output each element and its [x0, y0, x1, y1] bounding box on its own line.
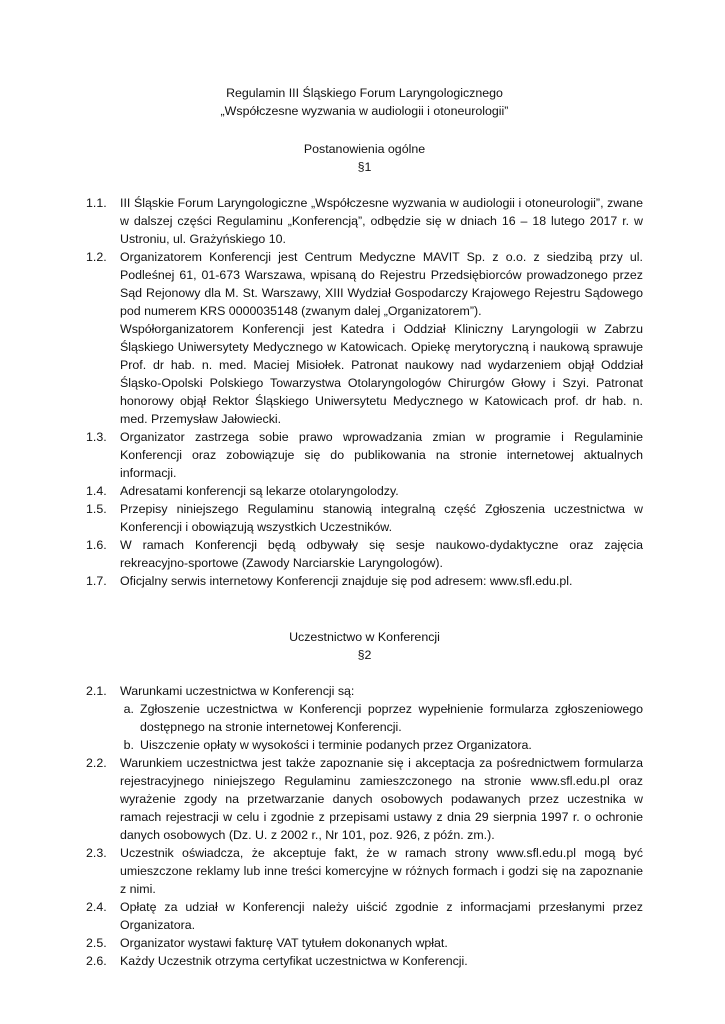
section-2-heading [86, 628, 643, 664]
item-text: Przepisy niniejszego Regulaminu stanowią integralną część Zgłoszenia uczestnictwa w Konferencji i obowiązują wszystkich Uczestników. [120, 502, 643, 534]
item-text: III Śląskie Forum Laryngologiczne „Współczesne wyzwania w audiologii i otoneurologii”, zwane w dalszej części Regulaminu „Konferencją”, odbędzie się w dniach 16 – 18 lutego 2017 r. w Ustroniu, ul. Grażyńskiego 10. [120, 196, 643, 246]
item-number: 2.4. [86, 900, 107, 914]
item-text: Warunkami uczestnictwa w Konferencji są: [120, 684, 355, 698]
item-number: 1.5. [86, 502, 107, 516]
item-number: 1.7. [86, 574, 107, 588]
title-line-2: „Współczesne wyzwania w audiologii i otoneurologii” [220, 104, 509, 118]
item-text: Organizatorem Konferencji jest Centrum Medyczne MAVIT Sp. z o.o. z siedzibą przy ul. Podleśnej 61, 01-673 Warszawa, wpisaną do Rejestru Przedsiębiorców prowadzonego przez Sąd Rejonowy dla M. St. Warszawy, XIII Wydział Gospodarczy Krajowego Rejestru Sądowego pod numerem KRS 0000035148 (zwanym dalej „Organizatorem”). [120, 250, 643, 318]
item-text: Organizator zastrzega sobie prawo wprowadzania zmian w programie i Regulaminie Konferencji oraz zobowiązuje się do publikowania na stronie internetowej aktualnych informacji. [120, 430, 643, 480]
list-item [86, 428, 643, 482]
sub-item-label: a. [123, 702, 134, 716]
item-number: 1.3. [86, 430, 107, 444]
item-number: 1.2. [86, 250, 107, 264]
item-text: W ramach Konferencji będą odbywały się sesje naukowo-dydaktyczne oraz zajęcia rekreacyjno-sportowe (Zawody Narciarskie Laryngologów). [120, 538, 643, 570]
item-number: 2.5. [86, 936, 107, 950]
list-item [86, 536, 643, 572]
section-2-sign: §2 [357, 648, 372, 662]
list-item [86, 248, 643, 428]
item-text: Uczestnik oświadcza, że akceptuje fakt, że w ramach strony www.sfl.edu.pl mogą być umieszczone reklamy lub inne treści komercyjne w różnych formach i godzi się na zapoznanie z nimi. [120, 846, 643, 896]
item-number: 1.6. [86, 538, 107, 552]
list-item [86, 500, 643, 536]
section-1-heading [86, 140, 643, 176]
sub-item-text: Zgłoszenie uczestnictwa w Konferencji poprzez wypełnienie formularza zgłoszeniowego dostępnego na stronie internetowej Konferencji. [140, 702, 643, 734]
list-item [86, 482, 643, 500]
list-item [86, 844, 643, 898]
section-1-list [86, 194, 643, 590]
item-text: Oficjalny serwis internetowy Konferencji znajduje się pod adresem: www.sfl.edu.pl. [120, 574, 573, 588]
item-number: 2.1. [86, 684, 107, 698]
list-item [86, 682, 643, 754]
item-number: 2.3. [86, 846, 107, 860]
sub-item-label: b. [123, 738, 134, 752]
section-2-list [86, 682, 643, 970]
title-line-1: Regulamin III Śląskiego Forum Laryngologicznego [226, 86, 503, 100]
list-item [86, 754, 643, 844]
item-number: 2.2. [86, 756, 107, 770]
sub-item [120, 700, 643, 736]
list-item [86, 898, 643, 934]
item-text: Adresatami konferencji są lekarze otolaryngolodzy. [120, 484, 399, 498]
item-number: 1.4. [86, 484, 107, 498]
item-text: Każdy Uczestnik otrzyma certyfikat uczestnictwa w Konferencji. [120, 954, 468, 968]
section-2-title: Uczestnictwo w Konferencji [289, 630, 440, 644]
section-1-sign: §1 [357, 160, 372, 174]
list-item [86, 952, 643, 970]
item-text: Współorganizatorem Konferencji jest Katedra i Oddział Kliniczny Laryngologii w Zabrzu Śląskiego Uniwersytety Medycznego w Katowicach. Opiekę merytoryczną i naukową sprawuje Prof. dr hab. n. med. Maciej Misiołek. Patronat naukowy nad wydarzeniem objął Oddział Śląsko-Opolski Polskiego Towarzystwa Otolaryngologów Chirurgów Głowy i Szyi. Patronat honorowy objął Rektor Śląskiego Uniwersytetu Medycznego w Katowicach prof. dr hab. n. med. Przemysław Jałowiecki. [120, 322, 643, 426]
document-title [86, 84, 643, 120]
section-1-title: Postanowienia ogólne [303, 142, 426, 156]
sub-item-text: Uiszczenie opłaty w wysokości i terminie podanych przez Organizatora. [140, 738, 532, 752]
item-text: Organizator wystawi fakturę VAT tytułem dokonanych wpłat. [120, 936, 448, 950]
list-item [86, 934, 643, 952]
sub-item [120, 736, 643, 754]
list-item [86, 194, 643, 248]
item-number: 1.1. [86, 196, 107, 210]
item-text: Warunkiem uczestnictwa jest także zapoznanie się i akceptacja za pośrednictwem formularza rejestracyjnego niniejszego Regulaminu zamieszczonego na stronie www.sfl.edu.pl oraz wyrażenie zgody na przetwarzanie danych osobowych podawanych przez uczestnika w ramach rejestracji w celu i zgodnie z przepisami ustawy z dnia 29 sierpnia 1997 r. o ochronie danych osobowych (Dz. U. z 2002 r., Nr 101, poz. 926, z późn. zm.). [120, 756, 643, 842]
item-text: Opłatę za udział w Konferencji należy uiścić zgodnie z informacjami przesłanymi przez Organizatora. [120, 900, 643, 932]
item-number: 2.6. [86, 954, 107, 968]
list-item [86, 572, 643, 590]
